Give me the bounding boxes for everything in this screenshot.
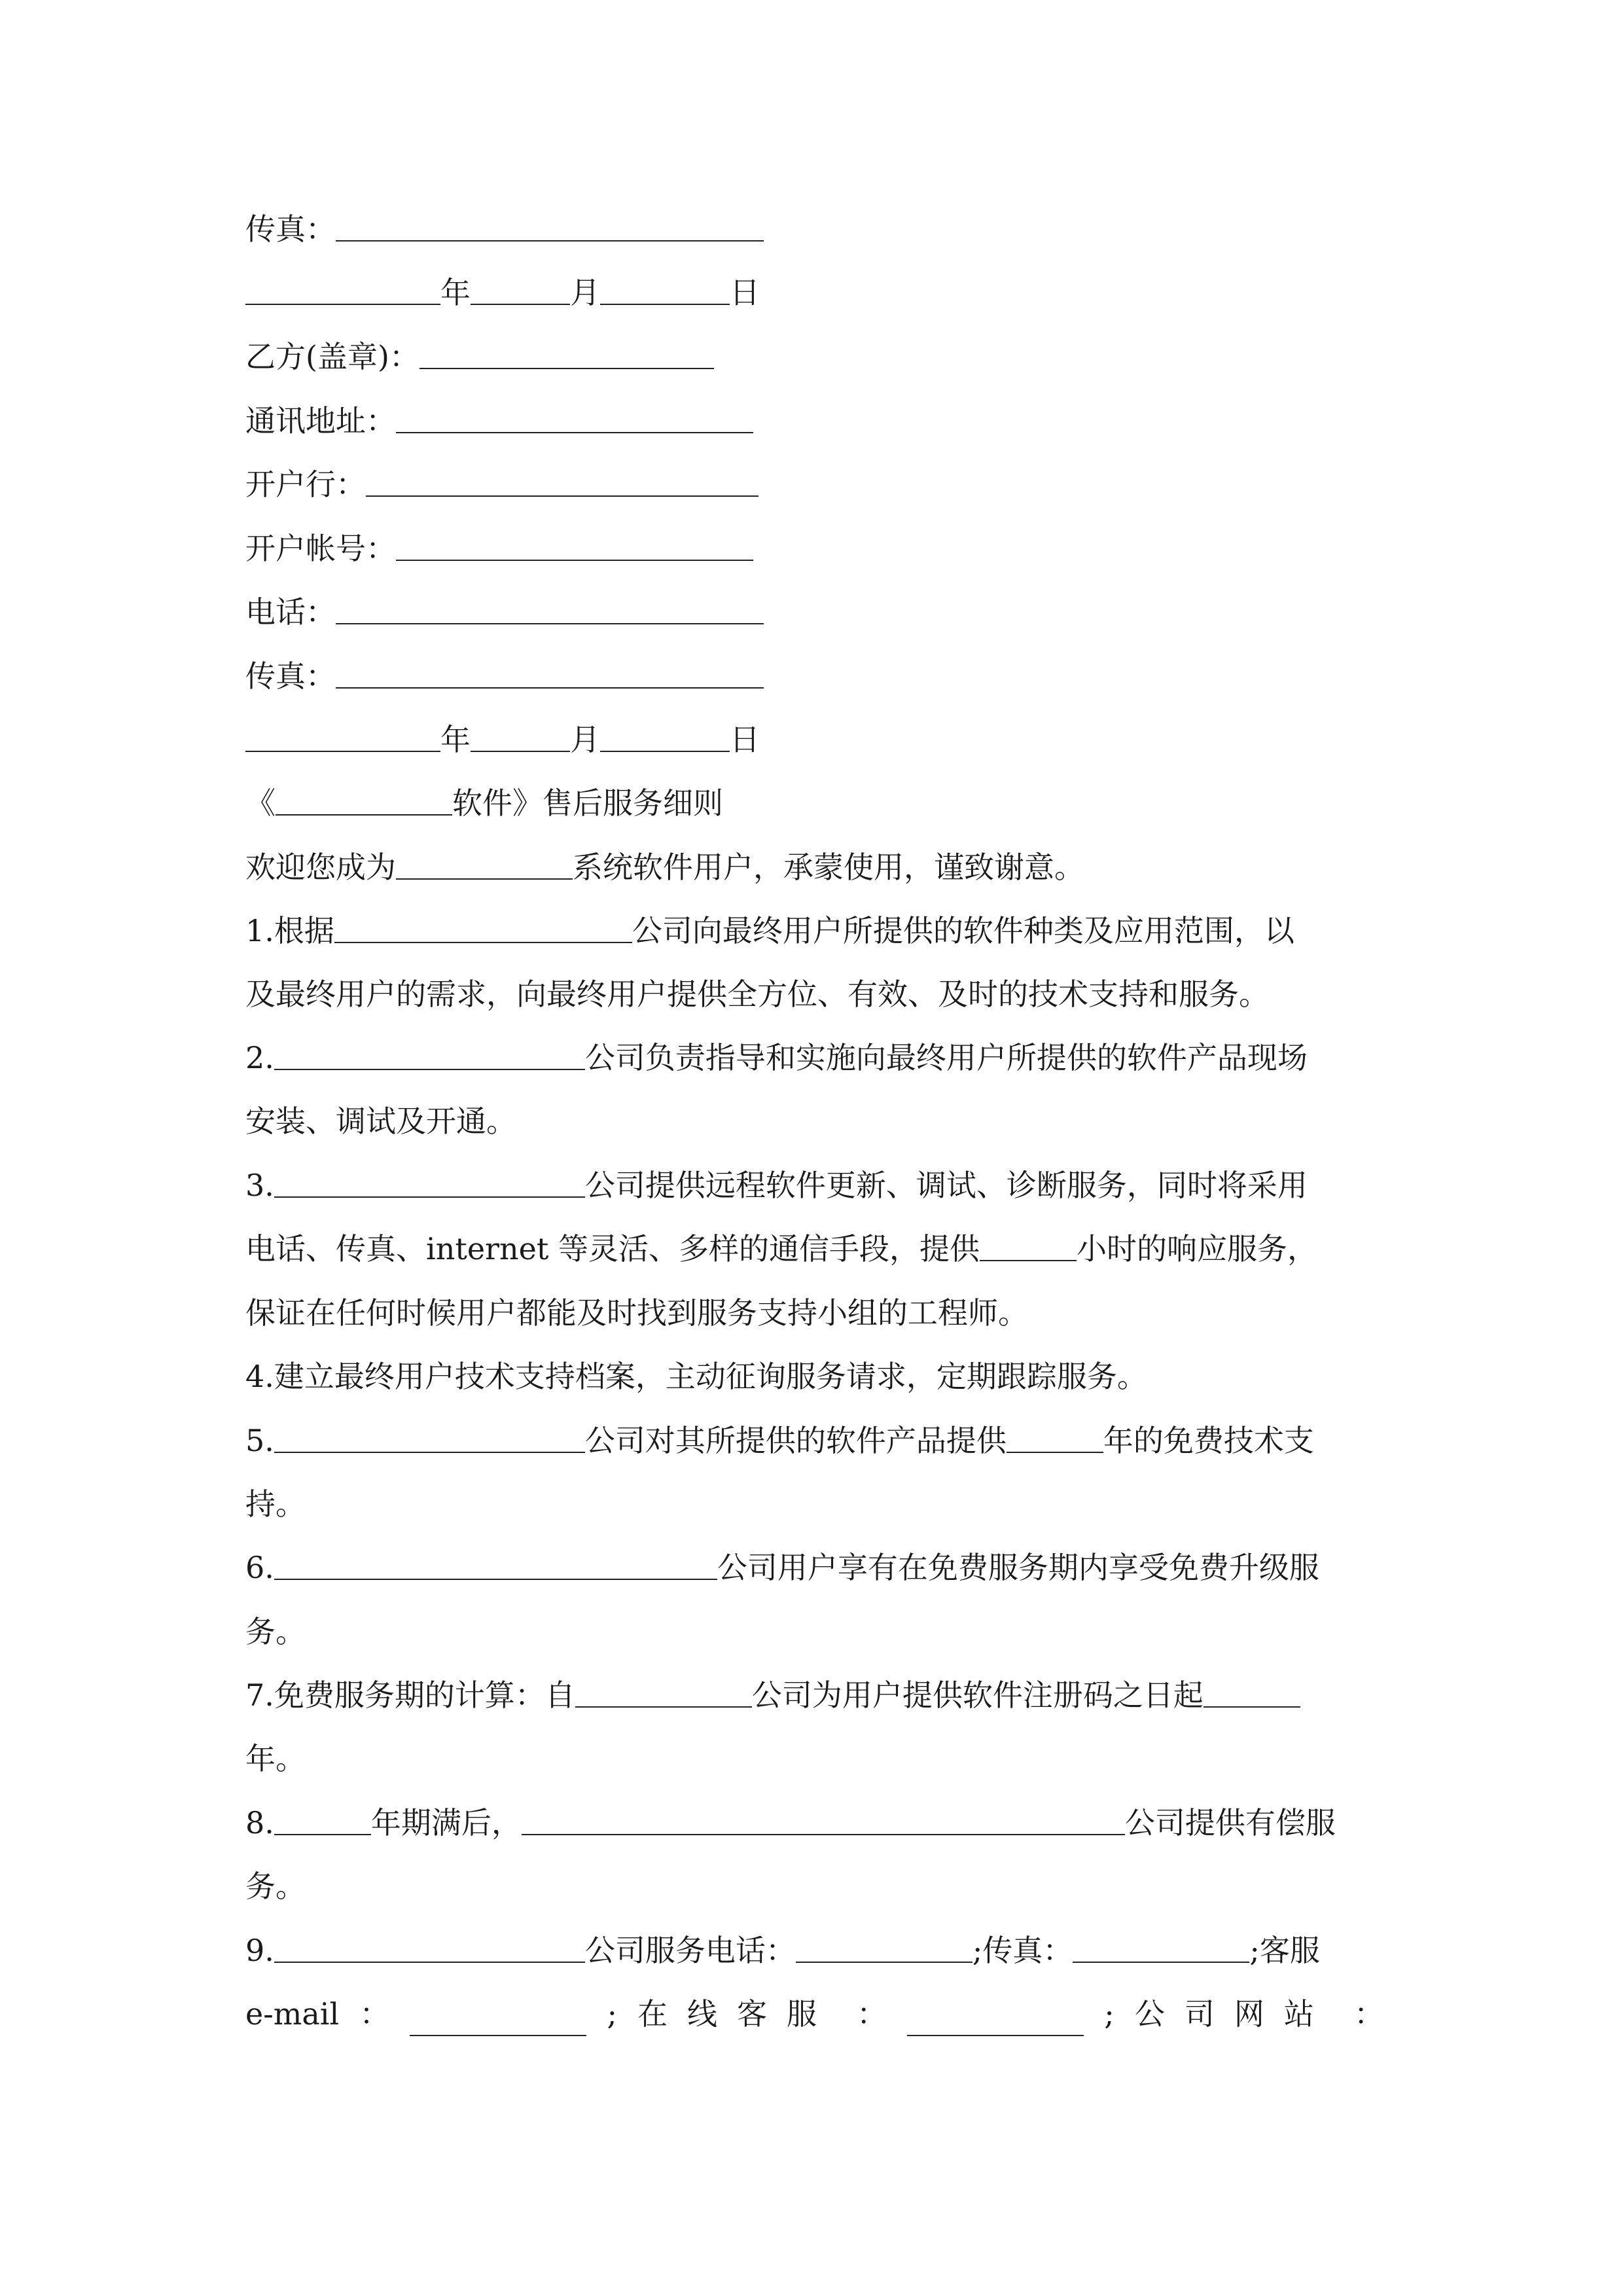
item-7-pre: 7.免费服务期的计算：自 [245, 1677, 575, 1713]
party-b-year-blank[interactable] [245, 708, 440, 752]
party-b-phone-label: 电话： [245, 594, 336, 630]
party-b-date-line [245, 708, 760, 772]
party-b-address-label: 通讯地址： [245, 403, 396, 439]
item-5-line-2-text: 持。 [245, 1486, 306, 1522]
party-b-year-label: 年 [440, 722, 471, 757]
party-a-year-blank[interactable] [245, 260, 440, 305]
item-9-line-2 [245, 1982, 1384, 2046]
item-8-mid: 年期满后， [370, 1805, 522, 1840]
item-9-email-colon: ： [359, 1996, 390, 2032]
item-6-post: 公司用户享有在免费服务期内享受免费升级服 [717, 1550, 1319, 1585]
party-b-fax-blank[interactable] [336, 644, 764, 689]
item-3-line-3-text: 保证在任何时候用户都能及时找到服务支持小组的工程师。 [245, 1295, 1028, 1331]
item-6-company-blank[interactable] [274, 1535, 717, 1580]
item-9-website-colon: ： [1353, 1996, 1384, 2032]
item-4-text: 4.建立最终用户技术支持档案，主动征询服务请求，定期跟踪服务。 [245, 1359, 1147, 1394]
item-4-line [245, 1344, 1147, 1408]
item-6-pre: 6. [245, 1550, 274, 1585]
item-1-line-2 [245, 962, 1269, 1026]
item-8-post: 公司提供有偿服 [1124, 1805, 1336, 1840]
item-9-line-1 [245, 1918, 1320, 1982]
item-1-line-1 [245, 899, 1294, 963]
party-b-seal-label: 乙方(盖章)： [245, 339, 419, 374]
item-5-line-1 [245, 1408, 1314, 1473]
item-8-line-2 [245, 1854, 306, 1918]
item-9-fax-label: ;传真： [972, 1933, 1073, 1968]
party-b-month-blank[interactable] [471, 708, 570, 752]
system-name-blank[interactable] [396, 835, 573, 880]
rules-title [245, 771, 723, 835]
item-3-company-blank[interactable] [274, 1153, 585, 1198]
item-7-line-2-text: 年。 [245, 1741, 306, 1776]
item-9-email-label: e-mail [245, 1996, 340, 2032]
party-b-fax-line [245, 644, 764, 708]
party-b-bank-blank[interactable] [366, 452, 758, 497]
party-b-phone-blank[interactable] [336, 580, 764, 624]
party-b-day-blank[interactable] [600, 708, 730, 752]
item-8-line-2-text: 务。 [245, 1869, 306, 1904]
software-name-blank[interactable] [276, 771, 452, 816]
item-9-fax-blank[interactable] [1073, 1918, 1249, 1963]
item-9-pre: 9. [245, 1933, 274, 1968]
item-7-line-2 [245, 1727, 306, 1791]
party-b-account-blank[interactable] [396, 516, 753, 561]
party-b-account-label: 开户帐号： [245, 531, 396, 566]
party-b-address-line [245, 389, 753, 453]
item-3-line-2-post: 小时的响应服务， [1077, 1231, 1317, 1266]
rules-title-open: 《 [245, 785, 276, 821]
party-b-phone-line [245, 580, 764, 644]
party-b-account-line [245, 516, 753, 581]
party-b-fax-label: 传真： [245, 658, 336, 694]
item-3-pre: 3. [245, 1168, 274, 1203]
item-8-years-blank[interactable] [274, 1791, 371, 1835]
party-b-day-label: 日 [730, 722, 760, 757]
welcome-post: 系统软件用户，承蒙使用，谨致谢意。 [573, 850, 1084, 885]
item-3-post: 公司提供远程软件更新、调试、诊断服务，同时将采用 [584, 1168, 1308, 1203]
party-a-fax-blank[interactable] [336, 197, 764, 242]
item-7-company-blank[interactable] [575, 1663, 752, 1708]
party-a-month-label: 月 [570, 275, 600, 310]
party-a-fax-label: 传真： [245, 211, 336, 247]
party-b-address-blank[interactable] [396, 389, 753, 433]
item-7-line-1 [245, 1663, 1300, 1727]
rules-title-close: 软件》售后服务细则 [452, 785, 723, 821]
item-5-company-blank[interactable] [274, 1408, 585, 1453]
item-9-online-cs-blank[interactable] [907, 1992, 1084, 2036]
item-6-line-2 [245, 1600, 306, 1664]
party-a-fax-line [245, 197, 764, 261]
item-1-line-2-text: 及最终用户的需求，向最终用户提供全方位、有效、及时的技术支持和服务。 [245, 977, 1269, 1012]
party-a-day-label: 日 [730, 275, 760, 310]
party-b-bank-line [245, 452, 758, 516]
item-9-online-cs-label: 在线客服 [637, 1996, 837, 2032]
item-8-pre: 8. [245, 1805, 274, 1840]
party-a-date-line [245, 260, 760, 325]
item-9-email-blank[interactable] [410, 1992, 586, 2036]
item-2-line-2 [245, 1089, 516, 1153]
party-a-day-blank[interactable] [600, 260, 730, 305]
item-3-hours-blank[interactable] [980, 1217, 1077, 1261]
item-2-line-2-text: 安装、调试及开通。 [245, 1103, 516, 1139]
item-3-line-1 [245, 1153, 1308, 1217]
item-9-phone-label: 公司服务电话： [584, 1933, 796, 1968]
item-5-years-blank[interactable] [1007, 1408, 1103, 1453]
item-5-pre: 5. [245, 1423, 274, 1458]
item-7-years-blank[interactable] [1204, 1663, 1300, 1708]
item-1-company-blank[interactable] [334, 899, 632, 943]
welcome-pre: 欢迎您成为 [245, 850, 396, 885]
item-3-line-3 [245, 1281, 1028, 1345]
item-6-line-1 [245, 1535, 1319, 1600]
item-9-company-blank[interactable] [274, 1918, 585, 1963]
party-b-month-label: 月 [570, 722, 600, 757]
item-2-post: 公司负责指导和实施向最终用户所提供的软件产品现场 [584, 1040, 1308, 1075]
item-5-mid: 公司对其所提供的软件产品提供 [584, 1423, 1007, 1458]
item-9-sep-1: ; [607, 1996, 617, 2032]
party-b-seal-line [245, 325, 714, 389]
welcome-line [245, 835, 1084, 899]
item-1-post: 公司向最终用户所提供的软件种类及应用范围，以 [632, 913, 1294, 948]
item-9-sep-2: ; [1104, 1996, 1115, 2032]
item-9-cs-label: ;客服 [1249, 1933, 1320, 1968]
item-8-company-blank[interactable] [522, 1791, 1125, 1835]
item-3-line-2 [245, 1217, 1317, 1281]
item-1-pre: 1.根据 [245, 913, 334, 948]
item-7-post: 公司为用户提供软件注册码之日起 [751, 1677, 1204, 1713]
item-6-line-2-text: 务。 [245, 1614, 306, 1649]
item-9-phone-blank[interactable] [796, 1918, 972, 1963]
party-a-year-label: 年 [440, 275, 471, 310]
item-9-online-colon: ： [857, 1996, 887, 2032]
item-5-line-2 [245, 1472, 306, 1536]
item-9-website-label: 公司网站 [1134, 1996, 1334, 2032]
item-2-line-1 [245, 1026, 1308, 1090]
party-b-seal-blank[interactable] [419, 325, 714, 369]
party-a-month-blank[interactable] [471, 260, 570, 305]
party-b-bank-label: 开户行： [245, 467, 366, 502]
item-8-line-1 [245, 1791, 1336, 1855]
item-2-pre: 2. [245, 1040, 274, 1075]
item-2-company-blank[interactable] [274, 1026, 585, 1070]
item-3-line-2-pre: 电话、传真、internet 等灵活、多样的通信手段，提供 [245, 1231, 980, 1266]
item-5-post: 年的免费技术支 [1103, 1423, 1314, 1458]
